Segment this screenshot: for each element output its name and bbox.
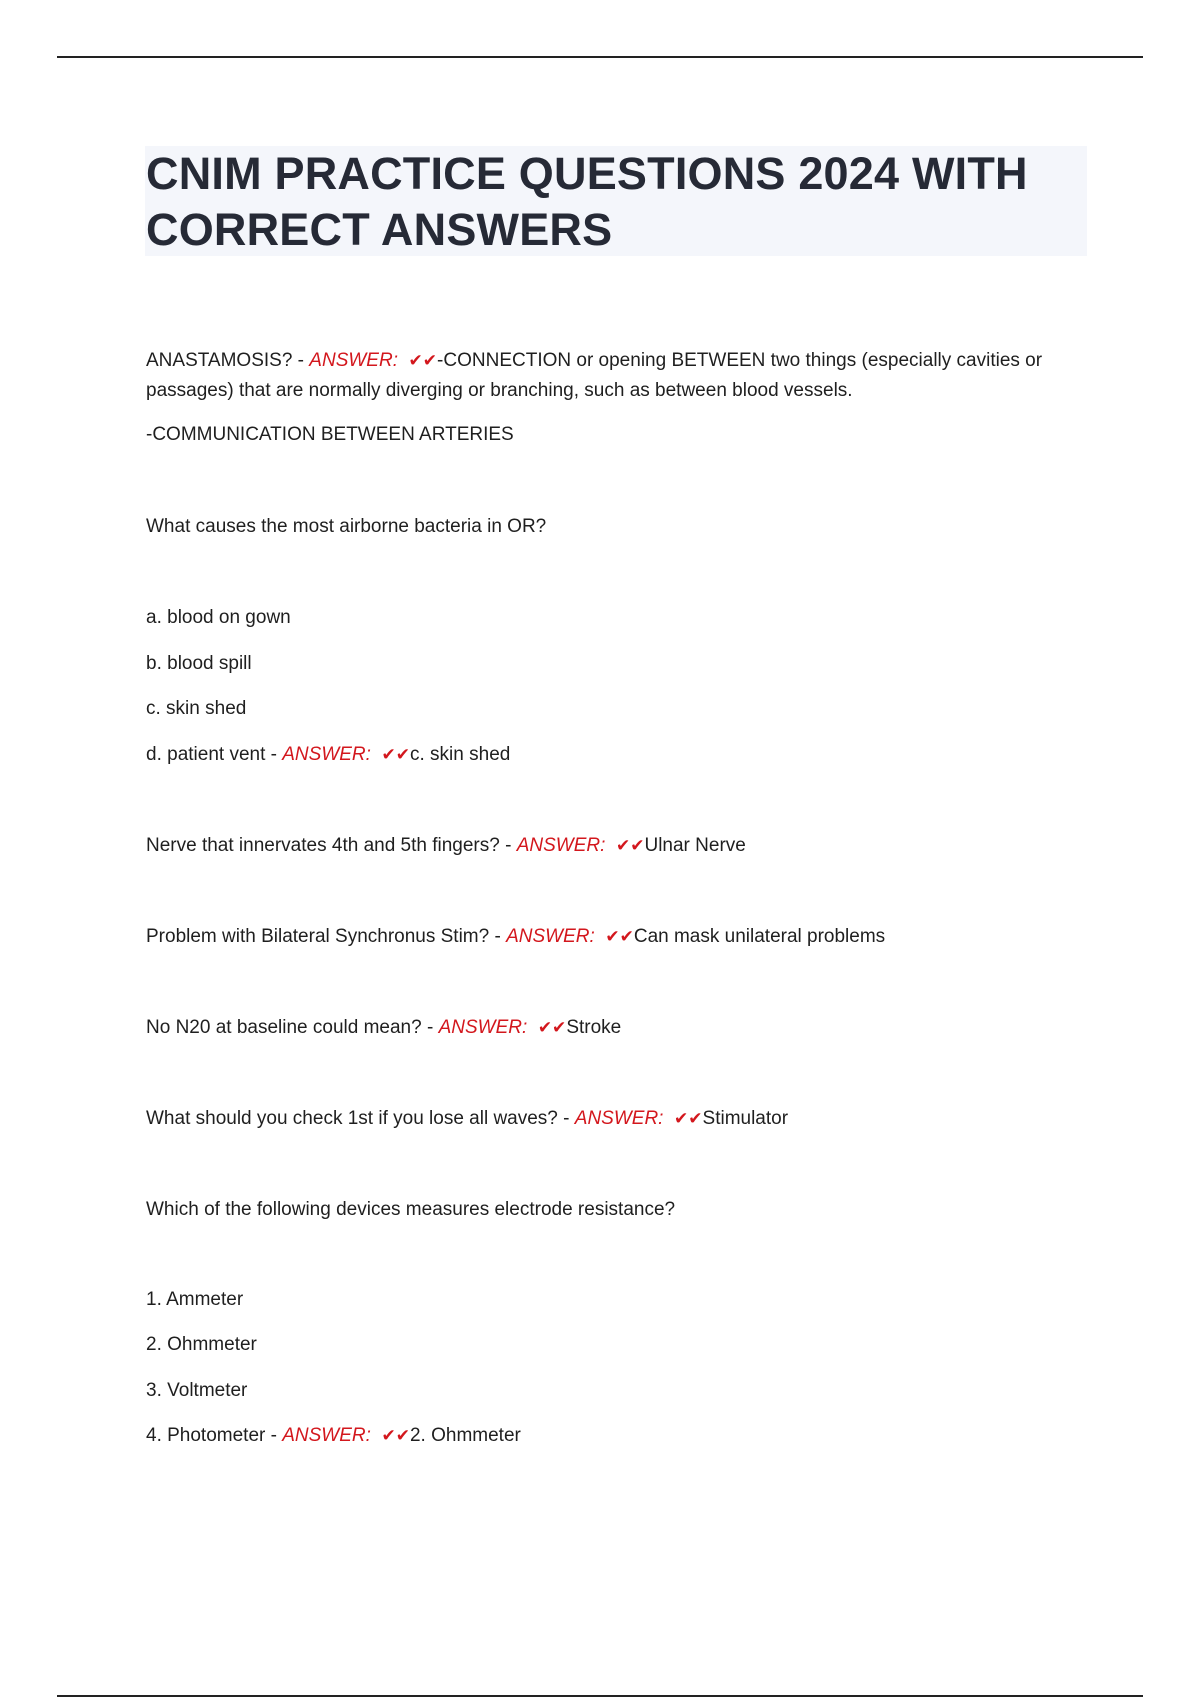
answer-text: Ulnar Nerve (644, 835, 746, 856)
double-check-icon: ✔✔ (408, 351, 438, 370)
answer-label: ANSWER: (309, 350, 398, 371)
top-rule (57, 56, 1143, 58)
double-check-icon: ✔✔ (615, 836, 645, 855)
question-airborne-bacteria: What causes the most airborne bacteria in OR? (146, 516, 547, 537)
double-check-icon: ✔✔ (381, 745, 410, 764)
option-d-with-answer (146, 740, 510, 770)
answer-text: c. skin shed (410, 744, 511, 765)
answer-label: ANSWER: (574, 1108, 664, 1129)
option-1: 1. Ammeter (146, 1289, 244, 1310)
document-title: CNIM PRACTICE QUESTIONS 2024 WITH CORRECT ANSWERS (146, 148, 1028, 255)
bottom-rule (57, 1695, 1143, 1697)
double-check-icon: ✔✔ (381, 1426, 410, 1445)
qa-lose-all-waves (146, 1104, 788, 1134)
option-4: 4. Photometer - (146, 1425, 283, 1446)
question-text: Problem with Bilateral Synchronus Stim? - (146, 926, 507, 947)
question-electrode-resistance: Which of the following devices measures electrode resistance? (146, 1199, 676, 1220)
option-a: a. blood on gown (146, 607, 291, 628)
option-4-with-answer (146, 1421, 521, 1451)
option-2: 2. Ohmmeter (146, 1334, 257, 1355)
qa-bilateral-stim (146, 922, 885, 952)
answer-label: ANSWER: (506, 926, 595, 947)
answer-label: ANSWER: (516, 835, 606, 856)
qa-n20-baseline (146, 1013, 621, 1043)
option-b: b. blood spill (146, 653, 252, 674)
qa-anastamosis-extra: -COMMUNICATION BETWEEN ARTERIES (146, 424, 514, 445)
qa-anastamosis (146, 346, 1076, 406)
answer-label: ANSWER: (438, 1017, 528, 1038)
answer-text: 2. Ohmmeter (409, 1425, 521, 1446)
question-text: ANASTAMOSIS? - (146, 350, 310, 371)
double-check-icon: ✔✔ (605, 927, 634, 946)
option-3: 3. Voltmeter (146, 1380, 248, 1401)
answer-label: ANSWER: (282, 1425, 371, 1446)
question-text: Nerve that innervates 4th and 5th fingers? - (146, 835, 517, 856)
answer-text: Stroke (566, 1017, 622, 1038)
question-text: No N20 at baseline could mean? - (146, 1017, 439, 1038)
qa-nerve-fingers (146, 831, 746, 861)
question-text: What should you check 1st if you lose all waves? - (146, 1108, 575, 1129)
double-check-icon: ✔✔ (537, 1018, 567, 1037)
option-c: c. skin shed (146, 698, 247, 719)
answer-label: ANSWER: (282, 744, 371, 765)
double-check-icon: ✔✔ (674, 1109, 703, 1128)
option-d: d. patient vent - (146, 744, 283, 765)
answer-text: -CONNECTION or opening BETWEEN two things (especially cavities or passages) that are normally diverging or branching, such as between blood vessels. (146, 350, 1043, 401)
answer-text: Can mask unilateral problems (633, 926, 886, 947)
answer-text: Stimulator (702, 1108, 789, 1129)
